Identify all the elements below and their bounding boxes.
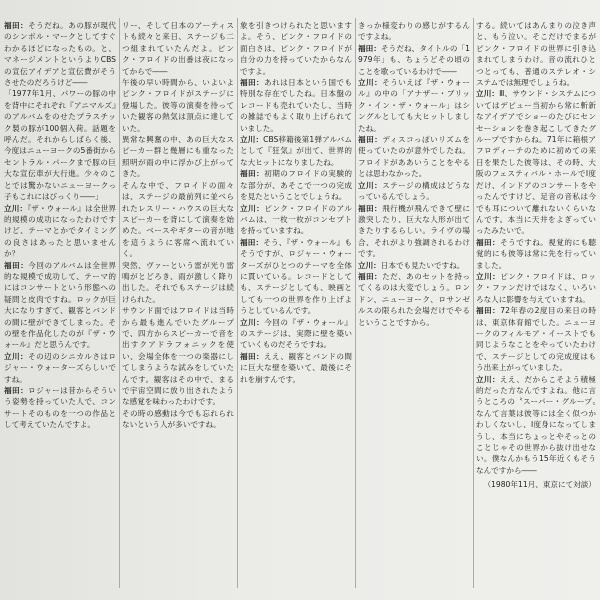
dialogue-paragraph bbox=[4, 385, 116, 431]
dialogue-paragraph bbox=[476, 374, 596, 477]
paragraph-text: 日本でも見たいですね。 bbox=[380, 260, 465, 270]
column-divider bbox=[119, 18, 120, 588]
speaker-label: 福田： bbox=[4, 386, 29, 395]
dialogue-paragraph bbox=[240, 351, 352, 385]
speaker-label: 立川： bbox=[476, 89, 500, 99]
dialogue-paragraph bbox=[476, 271, 596, 305]
dialogue-paragraph bbox=[476, 305, 596, 373]
speaker-label: 福田： bbox=[240, 237, 264, 247]
speaker-label: 福田： bbox=[4, 21, 29, 30]
paragraph-text: 『ザ・ウォール』は全世界的規模の成功になったわけですけど、テーマとかでタイミングの良さはあったと思いませんか？ bbox=[4, 203, 117, 259]
dialogue-paragraph bbox=[358, 77, 470, 134]
paragraph-text: ロジャーは昔からそういう姿勢を持っていた人で、コンサートそのものを一つの作品として考えていたんですよ。 bbox=[4, 386, 117, 430]
dialogue-paragraph bbox=[476, 88, 596, 236]
dialogue-paragraph bbox=[358, 20, 470, 43]
paragraph-text: ディスコっぽいリズムを使っていたのが意外でしたね。フロイドがああいうことをやるとは思わなかった。 bbox=[358, 135, 471, 179]
paragraph-text: そうだね。あの豚が現代のシンボル・マークとしてすぐわかるほどになったもの。と、マネージメントというよりCBSの宣伝アイデアと宣伝費がそうさせたのだろうけど―― bbox=[4, 21, 116, 88]
column-divider bbox=[355, 18, 356, 588]
speaker-label: 立川： bbox=[358, 260, 381, 270]
dialogue-paragraph bbox=[240, 20, 352, 77]
speaker-label: 立川： bbox=[240, 317, 265, 327]
dialogue-paragraph bbox=[4, 351, 116, 385]
text-column-4 bbox=[358, 20, 470, 328]
speaker-label: 立川： bbox=[358, 78, 383, 88]
paragraph-text: 午後の早い時間から、いよいよピンク・フロイドがステージに登場した。彼等の演奏を待っていた観客の熱気は頂点に達していた。 bbox=[122, 78, 234, 133]
dialogue-paragraph bbox=[4, 203, 116, 260]
paragraph-text: ピンク・フロイドは、ロック・ファンだけではなく、いろいろな人に影響を与えていますね。 bbox=[476, 271, 597, 304]
paragraph-text: リー、そして日本のアーティストも続々と来日、ステージも二つ組まれていたんだよ。ピンク・フロイドの出番は夜になってからで―― bbox=[122, 21, 234, 76]
dialogue-paragraph bbox=[240, 317, 352, 351]
paragraph-text: そういえば『ザ・ウォール』の中の「アナザー・ブリック・イン・ザ・ウォール」はシングルとしても大ヒットしましたね。 bbox=[358, 78, 471, 133]
text-column-2 bbox=[122, 20, 234, 431]
dialogue-paragraph bbox=[240, 203, 352, 237]
speaker-label: 立川： bbox=[476, 271, 501, 281]
dialogue-paragraph bbox=[358, 271, 470, 328]
speaker-label: 福田： bbox=[476, 306, 501, 316]
paragraph-text: そうだね、タイトルの「1979年」も、ちょうどその頃のことを歌っているわけで―― bbox=[358, 43, 470, 76]
paragraph-text: ピンク・フロイドのアルバムは、一枚一枚がコンセプトを持っていますね。 bbox=[240, 203, 352, 236]
speaker-label: 立川： bbox=[4, 203, 28, 213]
dialogue-paragraph bbox=[122, 134, 234, 180]
dialogue-paragraph bbox=[122, 180, 234, 260]
speaker-label: 福田： bbox=[358, 43, 381, 53]
dialogue-paragraph bbox=[358, 134, 470, 180]
paragraph-text: 異常な興奮の中、あの巨大なスピーカー群と幾層にも重なった照明が雨の中に浮かび上がってきた。 bbox=[122, 135, 234, 179]
paragraph-text: その時の感動は今でも忘れられないという人が多いですね。 bbox=[122, 408, 234, 430]
speaker-label: 福田： bbox=[358, 271, 383, 281]
speaker-label: 福田： bbox=[358, 203, 383, 213]
paragraph-text: そう、『ザ・ウォール』もそうですが、ロジャー・ウォーターズがひとつのテーマを全体に貫いている。レコードとしても、ステージとしても、映画としても一つの世界を作り上げようとしているんです。 bbox=[240, 237, 353, 316]
paragraph-text: 飛行機が飛んできて壁に激突したり、巨大な人形が出てきたりするらしい。ライヴの場合、それがより強調されるわけです。 bbox=[358, 203, 470, 259]
dialogue-paragraph bbox=[122, 260, 234, 306]
dialogue-paragraph bbox=[240, 77, 352, 134]
speaker-label: 立川： bbox=[358, 180, 383, 190]
paragraph-text: その辺のシニカルさはロジャー・ウォーターズらしいですね。 bbox=[4, 351, 116, 384]
dialogue-paragraph bbox=[240, 168, 352, 202]
dialogue-paragraph bbox=[122, 20, 234, 77]
paragraph-text: 初期のフロイドの実験的な部分が、あそこで一つの完成を見たということでしょうね。 bbox=[240, 169, 353, 202]
paragraph-text: 象を引きつけられたと思いますよ。そう、ピンク・フロイドの面白さは、ピンク・フロイドが自分の力を持っていたからなんですよ。 bbox=[240, 21, 352, 76]
dialogue-paragraph bbox=[358, 203, 470, 260]
text-column-3 bbox=[240, 20, 352, 385]
dialogue-paragraph bbox=[122, 305, 234, 408]
speaker-label: 福田： bbox=[240, 169, 265, 179]
paragraph-text: ただ、あのセットを持ってくるのは大変でしょう。ロンドン、ニューヨーク、ロサンゼルスの限られた会場だけでやるということですから。 bbox=[358, 271, 470, 327]
paragraph-text: きっか様変わりの感じがするんですよね。 bbox=[358, 21, 470, 42]
paragraph-text: 「1977年1月、パワーの豚の中を背中にそれぞれ『アニマルズ』のアルバムをのせたプラスチック製の豚が100個入荷。話題を呼んだ。それからしばらく後、今度はニューヨークの5番街からセントラル・パークまで豚の巨大な宣伝車が大行進。少々のことでは驚かないニューヨークっ子もこれにはびっくり――」 bbox=[4, 89, 116, 202]
dialogue-paragraph bbox=[358, 180, 470, 203]
paragraph-text: そうですね。視覚的にも聴覚的にも彼等は常に先を行っていました。 bbox=[476, 237, 597, 270]
paragraph-text: ええ、だからこそよう積極的だった方なんですよね。他に言うところの〝スーパー・グループ〟なんて言葉は彼等には全く似つかわしくないし、Ⅰ度身になってしまうし、本当にちょっとやそっとのことじゃその世界から抜け出せない。僕なんかもう15年近くもそうなんですから―― bbox=[476, 374, 596, 475]
dialogue-paragraph bbox=[240, 237, 352, 317]
speaker-label: 立川： bbox=[240, 203, 265, 213]
paragraph-text: そんな中で、フロイドの面々は、ステージの最前列に並べられたレスリー・ハウスの巨大なスピーカーを背にして演奏を始めた。ベースやギターの音が地を這うように客席へ流れていく。 bbox=[122, 180, 234, 259]
speaker-label: 福田： bbox=[476, 237, 501, 247]
paragraph-text: 72年春の2度目の来日の時は、東京体育館でした。ニューヨークのフィルモア・イーストでも同じようなことをやっていたわけで、ステージとしての完成度はもう出来上がっていました。 bbox=[476, 306, 596, 373]
interview-date: （1980年11月、東京にて対談） bbox=[483, 480, 596, 490]
speaker-label: 立川： bbox=[240, 135, 264, 145]
speaker-label: 立川： bbox=[476, 374, 500, 384]
dialogue-paragraph bbox=[4, 260, 116, 351]
column-divider bbox=[237, 18, 238, 588]
speaker-label: 福田： bbox=[240, 78, 265, 88]
speaker-label: 福田： bbox=[4, 260, 29, 270]
paragraph-text: CBS移籍後第1弾アルバムとして『狂気』が出て、世界的な大ヒットになりましたね。 bbox=[240, 135, 352, 167]
paragraph-text: 今回の『ザ・ウォール』のステージは、実際に壁を築いていくものだそうですね。 bbox=[240, 317, 353, 350]
dialogue-paragraph bbox=[358, 43, 470, 77]
paragraph-text: ステージの構成はどうなっているんでしょう。 bbox=[358, 180, 471, 202]
column-divider bbox=[473, 18, 474, 588]
dialogue-paragraph bbox=[476, 20, 596, 88]
text-column-1 bbox=[4, 20, 116, 431]
dialogue-paragraph bbox=[476, 237, 596, 271]
paragraph-text: する。続いてはあんまりの泣き声と、もう泣い。そこだけでまるがピンク・フロイドの世界に引き込まれてしまうわけ。音の流れひとつとっても、普通のステレオ・システムでは無理でしょうね。 bbox=[476, 21, 596, 88]
speaker-label: 福田： bbox=[358, 135, 383, 145]
paragraph-text: ええ、観客とバンドの間に巨大な壁を築いて、最後にそれを崩すんです。 bbox=[240, 351, 353, 384]
dialogue-paragraph bbox=[122, 77, 234, 134]
text-column-5 bbox=[476, 20, 596, 491]
dialogue-paragraph bbox=[4, 88, 116, 202]
paragraph-text: 突然、ヴァーという雷が光り雷鳴がとどろき、雨が激しく降り出した。それでもステージは続けられた。 bbox=[122, 260, 234, 304]
dialogue-paragraph bbox=[4, 20, 116, 88]
dialogue-paragraph bbox=[358, 260, 470, 271]
speaker-label: 立川： bbox=[4, 351, 29, 361]
paragraph-text: サウンド面ではフロイドは当時から最も進んでいたグループで、四方からスピーカーで音を出すクアドラフォニックを使い、会場全体を一つの楽器にしてしまうような試みをしていたんです。観客はその中で、まるで宇宙空間に放り出されたような感覚を味わったわけです。 bbox=[122, 306, 234, 407]
paragraph-text: Ⅲ、サウンド・システムについてはデビュー当初から常に斬新なアイデアでショーのたびにセンセーションを巻き起こしてきたグループですからね。71年に箱根アフロディーテのために初めての来日を果たした彼等は、その時、大阪のフェスティバル・ホールでⅠ度だけ、インドアのコンサートをやったんですけど、足音の音私は今でも耳について離れないくらいなんです。本当に天井をよぎっていったみたいで。 bbox=[476, 89, 597, 236]
paragraph-text: 今回のアルバムは全世界的な規模で成功して、テーマ的にはコンサートという形態への疑問と皮肉ですね。ロックが巨大になりすぎて、観客とバンドの間に壁ができてしまった。その壁を作品化したのが『ザ・ウォール』だと思うんです。 bbox=[4, 260, 117, 350]
dialogue-paragraph bbox=[122, 408, 234, 431]
paragraph-text: あれは日本という国でも特別な存在でしたね。日本盤のレコードも売れていたし、当時の雑誌でもよく取り上げられていました。 bbox=[240, 78, 352, 133]
speaker-label: 福田： bbox=[240, 351, 264, 361]
dialogue-paragraph bbox=[240, 134, 352, 168]
